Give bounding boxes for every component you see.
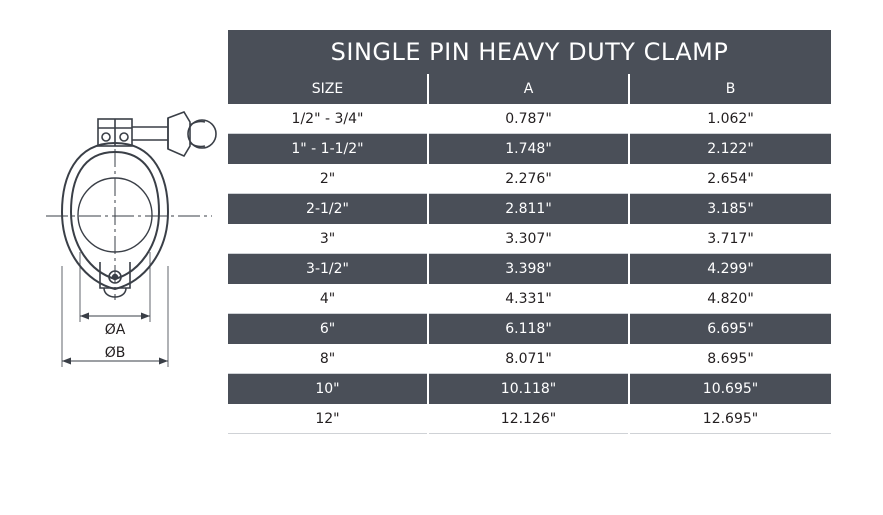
clamp-wing-nut [132, 112, 216, 156]
column-header-a: A [428, 74, 629, 104]
clamp-drawing [0, 0, 230, 511]
table-row [228, 284, 831, 314]
table-row [228, 404, 831, 434]
cell-size: 4" [228, 284, 428, 314]
dimension-b-label: ØB [104, 345, 126, 361]
cell-b: 1.062" [629, 104, 831, 134]
cell-a: 0.787" [428, 104, 629, 134]
clamp-upper-ears [98, 119, 132, 146]
cell-size: 1/2" - 3/4" [228, 104, 428, 134]
cell-a: 2.811" [428, 194, 629, 224]
table-row [228, 194, 831, 224]
table-row [228, 314, 831, 344]
cell-a: 3.398" [428, 254, 629, 284]
table-row [228, 224, 831, 254]
cell-size: 3-1/2" [228, 254, 428, 284]
cell-a: 1.748" [428, 134, 629, 164]
table-title: SINGLE PIN HEAVY DUTY CLAMP [228, 30, 831, 74]
column-header-size: SIZE [228, 74, 428, 104]
cell-size: 10" [228, 374, 428, 404]
clamp-drawing-svg [0, 0, 230, 511]
table-title-row [228, 30, 831, 74]
cell-b: 6.695" [629, 314, 831, 344]
cell-b: 3.185" [629, 194, 831, 224]
clamp-spec-table [228, 30, 831, 434]
column-header-b: B [629, 74, 831, 104]
cell-b: 10.695" [629, 374, 831, 404]
cell-size: 2" [228, 164, 428, 194]
cell-b: 2.122" [629, 134, 831, 164]
cell-a: 12.126" [428, 404, 629, 434]
cell-b: 4.299" [629, 254, 831, 284]
cell-size: 3" [228, 224, 428, 254]
table-body [228, 104, 831, 434]
table-row [228, 374, 831, 404]
cell-b: 12.695" [629, 404, 831, 434]
cell-a: 10.118" [428, 374, 629, 404]
cell-a: 4.331" [428, 284, 629, 314]
cell-b: 2.654" [629, 164, 831, 194]
cell-size: 2-1/2" [228, 194, 428, 224]
cell-a: 8.071" [428, 344, 629, 374]
cell-size: 8" [228, 344, 428, 374]
table-row [228, 104, 831, 134]
cell-a: 3.307" [428, 224, 629, 254]
cell-size: 1" - 1-1/2" [228, 134, 428, 164]
dimension-a-label: ØA [104, 322, 126, 338]
cell-a: 2.276" [428, 164, 629, 194]
table-header [228, 30, 831, 104]
table-column-headers [228, 74, 831, 104]
cell-b: 3.717" [629, 224, 831, 254]
cell-size: 6" [228, 314, 428, 344]
cell-b: 8.695" [629, 344, 831, 374]
cell-b: 4.820" [629, 284, 831, 314]
table-row [228, 134, 831, 164]
table-row [228, 164, 831, 194]
table-row [228, 254, 831, 284]
table-row [228, 344, 831, 374]
cell-size: 12" [228, 404, 428, 434]
cell-a: 6.118" [428, 314, 629, 344]
